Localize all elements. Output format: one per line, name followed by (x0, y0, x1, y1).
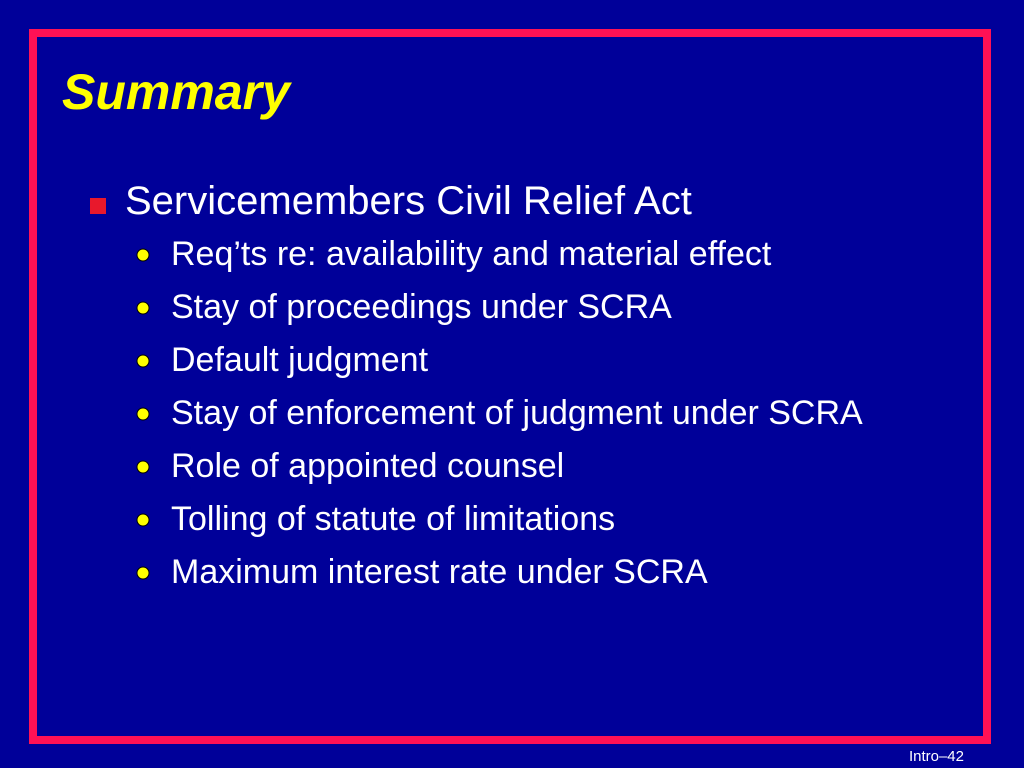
dot-bullet-icon (136, 248, 150, 262)
sub-bullet-text: Default judgment (171, 341, 429, 379)
slide-number: Intro–42 (908, 748, 964, 765)
bullet-text: Servicemembers Civil Relief Act (125, 179, 692, 223)
sub-bullet-text: Role of appointed counsel (171, 447, 565, 485)
slide-title: Summary (62, 64, 290, 120)
dot-bullet-icon (136, 566, 150, 580)
dot-bullet-icon (136, 407, 150, 421)
dot-bullet-icon (136, 513, 150, 527)
dot-bullet-icon (136, 301, 150, 315)
sub-bullet-item (136, 393, 890, 434)
sub-bullet-item (136, 446, 890, 487)
sub-bullet-text: Maximum interest rate under SCRA (171, 553, 708, 591)
sub-bullet-text: Stay of proceedings under SCRA (171, 288, 672, 326)
sub-bullet-text: Req’ts re: availability and material effect (171, 235, 772, 273)
sub-bullet-item (136, 234, 890, 275)
dot-bullet-icon (136, 460, 150, 474)
sub-bullet-item (136, 552, 890, 593)
sub-bullet-item (136, 340, 890, 381)
sub-bullet-list (136, 234, 890, 593)
sub-bullet-item (136, 499, 890, 540)
red-square-bullet-icon (90, 198, 106, 214)
sub-bullet-text: Stay of enforcement of judgment under SCRA (171, 394, 863, 432)
sub-bullet-item (136, 287, 890, 328)
slide-content (90, 176, 890, 605)
sub-bullet-text: Tolling of statute of limitations (171, 500, 616, 538)
dot-bullet-icon (136, 354, 150, 368)
bullet-item-level1 (90, 176, 890, 226)
